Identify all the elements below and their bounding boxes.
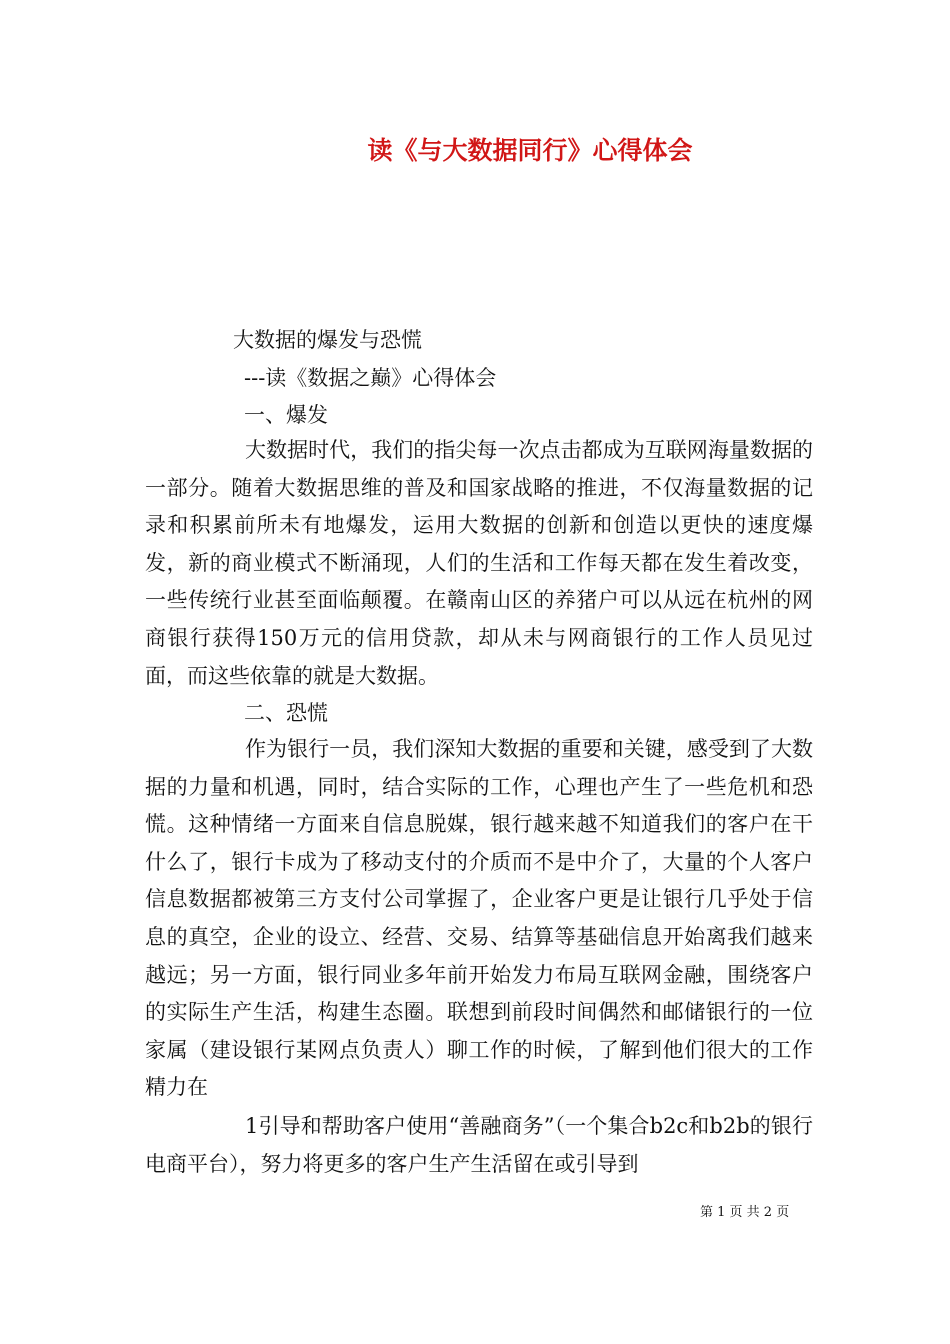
document-title: 读《与大数据同行》心得体会 xyxy=(367,136,693,165)
page-number: 第 1 页 共 2 页 xyxy=(700,1205,790,1220)
section-1-paragraph: 大数据时代，我们的指尖每一次点击都成为互联网海量数据的一部分。随着大数据思维的普及和国家战略的推进，不仅海量数据的记录和积累前所未有地爆发，运用大数据的创新和创造以更快的速度爆发，新的商业模式不断涌现，人们的生活和工作每天都在发生着改变，一些传统行业甚至面临颠覆。在赣南山区的养猪户可以从远在杭州的网商银行获得150万元的信用贷款，却从未与网商银行的工作人员见过面，而这些依靠的就是大数据。 xyxy=(145,438,813,688)
section-2-paragraph: 作为银行一员，我们深知大数据的重要和关键，感受到了大数据的力量和机遇，同时，结合实际的工作，心理也产生了一些危机和恐慌。这种情绪一方面来自信息脱媒，银行越来越不知道我们的客户在干什么了，银行卡成为了移动支付的介质而不是中介了，大量的个人客户信息数据都被第三方支付公司掌握了，企业客户更是让银行几乎处于信息的真空，企业的设立、经营、交易、结算等基础信息开始离我们越来越远；另一方面，银行同业多年前开始发力布局互联网金融，围绕客户的实际生产生活，构建生态圈。联想到前段时间偶然和邮储银行的一位家属（建设银行某网点负责人）聊工作的时候，了解到他们很大的工作精力在 xyxy=(145,737,813,1100)
article-heading: 大数据的爆发与恐慌 xyxy=(233,328,422,352)
item-1-paragraph: 1引导和帮助客户使用“善融商务”（一个集合b2c和b2b的银行电商平台），努力将更多的客户生产生活留在或引导到 xyxy=(145,1114,813,1176)
section-2-heading: 二、恐慌 xyxy=(244,701,328,725)
section-1-heading: 一、爆发 xyxy=(244,403,328,427)
article-subtitle: ---读《数据之巅》心得体会 xyxy=(244,366,497,390)
